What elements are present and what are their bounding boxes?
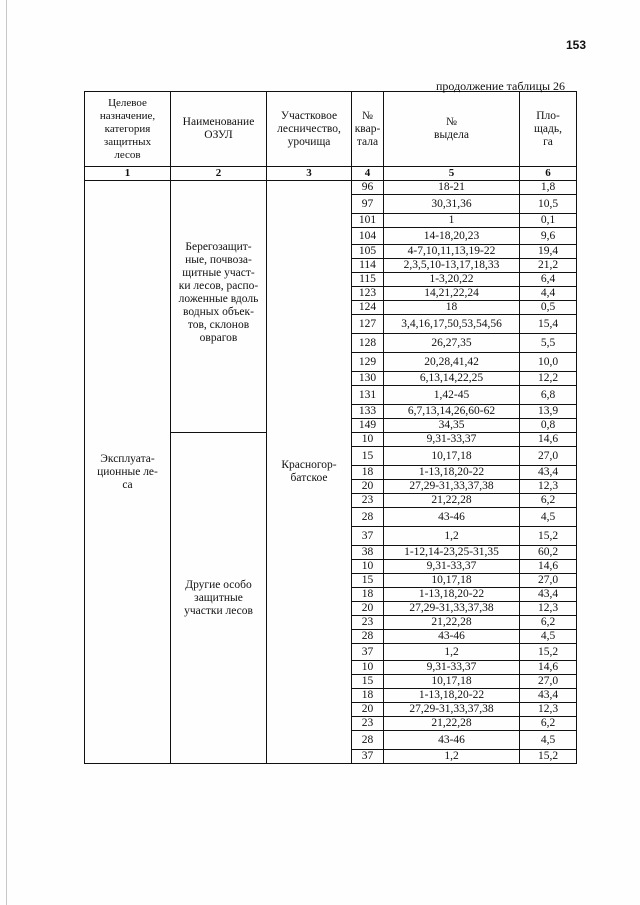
kvartal-cell: 28	[352, 731, 384, 750]
area-cell: 15,4	[520, 315, 577, 334]
header-kvartal: № квар- тала	[352, 92, 384, 167]
vydel-cell: 43-46	[384, 508, 520, 527]
area-cell: 6,2	[520, 616, 577, 630]
kvartal-cell: 18	[352, 466, 384, 480]
vydel-cell: 9,31-33,37	[384, 661, 520, 675]
vydel-cell: 10,17,18	[384, 675, 520, 689]
kvartal-cell: 114	[352, 259, 384, 273]
header-forestry: Участковое лесничество, урочища	[267, 92, 352, 167]
area-cell: 43,4	[520, 588, 577, 602]
kvartal-cell: 124	[352, 301, 384, 315]
header-row	[85, 92, 577, 167]
kvartal-cell: 37	[352, 750, 384, 764]
column-number: 4	[352, 167, 384, 181]
area-cell: 14,6	[520, 560, 577, 574]
table-row	[85, 181, 577, 195]
kvartal-cell: 128	[352, 334, 384, 353]
kvartal-cell: 28	[352, 630, 384, 644]
area-cell: 15,2	[520, 750, 577, 764]
kvartal-cell: 15	[352, 447, 384, 466]
area-cell: 9,6	[520, 228, 577, 245]
area-cell: 12,3	[520, 480, 577, 494]
area-cell: 6,2	[520, 717, 577, 731]
area-cell: 14,6	[520, 433, 577, 447]
kvartal-cell: 96	[352, 181, 384, 195]
ozul-cell-other-protective: Другие особо защитные участки лесов	[171, 433, 267, 764]
kvartal-cell: 97	[352, 195, 384, 214]
vydel-cell: 1	[384, 214, 520, 228]
area-cell: 4,4	[520, 287, 577, 301]
area-cell: 14,6	[520, 661, 577, 675]
vydel-cell: 10,17,18	[384, 447, 520, 466]
table-continuation-caption: продолжение таблицы 26	[436, 79, 566, 93]
area-cell: 5,5	[520, 334, 577, 353]
vydel-cell: 4-7,10,11,13,19-22	[384, 245, 520, 259]
kvartal-cell: 101	[352, 214, 384, 228]
vydel-cell: 27,29-31,33,37,38	[384, 602, 520, 616]
vydel-cell: 18	[384, 301, 520, 315]
kvartal-cell: 15	[352, 574, 384, 588]
kvartal-cell: 127	[352, 315, 384, 334]
area-cell: 12,2	[520, 372, 577, 386]
area-cell: 0,8	[520, 419, 577, 433]
kvartal-cell: 20	[352, 480, 384, 494]
page-edge-line	[6, 0, 7, 905]
area-cell: 6,2	[520, 494, 577, 508]
column-number: 3	[267, 167, 352, 181]
area-cell: 0,1	[520, 214, 577, 228]
vydel-cell: 43-46	[384, 630, 520, 644]
kvartal-cell: 38	[352, 546, 384, 560]
area-cell: 15,2	[520, 644, 577, 661]
kvartal-cell: 37	[352, 644, 384, 661]
column-number: 5	[384, 167, 520, 181]
area-cell: 12,3	[520, 703, 577, 717]
area-cell: 15,2	[520, 527, 577, 546]
header-area: Пло- щадь, га	[520, 92, 577, 167]
page-number: 153	[566, 38, 587, 52]
area-cell: 27,0	[520, 574, 577, 588]
area-cell: 27,0	[520, 675, 577, 689]
kvartal-cell: 15	[352, 675, 384, 689]
vydel-cell: 1,42-45	[384, 386, 520, 405]
vydel-cell: 1,2	[384, 750, 520, 764]
vydel-cell: 21,22,28	[384, 717, 520, 731]
vydel-cell: 9,31-33,37	[384, 560, 520, 574]
vydel-cell: 2,3,5,10-13,17,18,33	[384, 259, 520, 273]
header-vydel: № выдела	[384, 92, 520, 167]
kvartal-cell: 104	[352, 228, 384, 245]
vydel-cell: 27,29-31,33,37,38	[384, 480, 520, 494]
kvartal-cell: 10	[352, 560, 384, 574]
kvartal-cell: 23	[352, 616, 384, 630]
kvartal-cell: 149	[352, 419, 384, 433]
area-cell: 4,5	[520, 630, 577, 644]
kvartal-cell: 18	[352, 689, 384, 703]
vydel-cell: 10,17,18	[384, 574, 520, 588]
header-category: Целевое назначение, категория защитных лесов	[85, 92, 171, 167]
kvartal-cell: 123	[352, 287, 384, 301]
kvartal-cell: 131	[352, 386, 384, 405]
area-cell: 10,0	[520, 353, 577, 372]
kvartal-cell: 20	[352, 703, 384, 717]
kvartal-cell: 115	[352, 273, 384, 287]
vydel-cell: 43-46	[384, 731, 520, 750]
area-cell: 19,4	[520, 245, 577, 259]
vydel-cell: 1-3,20,22	[384, 273, 520, 287]
kvartal-cell: 28	[352, 508, 384, 527]
forestry-cell: Красногор- батское	[267, 181, 352, 764]
kvartal-cell: 23	[352, 717, 384, 731]
vydel-cell: 34,35	[384, 419, 520, 433]
area-cell: 27,0	[520, 447, 577, 466]
vydel-cell: 21,22,28	[384, 616, 520, 630]
kvartal-cell: 20	[352, 602, 384, 616]
vydel-cell: 21,22,28	[384, 494, 520, 508]
kvartal-cell: 133	[352, 405, 384, 419]
vydel-cell: 27,29-31,33,37,38	[384, 703, 520, 717]
vydel-cell: 1-12,14-23,25-31,35	[384, 546, 520, 560]
column-number-row	[85, 167, 577, 181]
kvartal-cell: 23	[352, 494, 384, 508]
kvartal-cell: 105	[352, 245, 384, 259]
vydel-cell: 1,2	[384, 527, 520, 546]
area-cell: 21,2	[520, 259, 577, 273]
kvartal-cell: 10	[352, 433, 384, 447]
vydel-cell: 1-13,18,20-22	[384, 466, 520, 480]
column-number: 2	[171, 167, 267, 181]
column-number: 6	[520, 167, 577, 181]
vydel-cell: 3,4,16,17,50,53,54,56	[384, 315, 520, 334]
area-cell: 60,2	[520, 546, 577, 560]
vydel-cell: 30,31,36	[384, 195, 520, 214]
column-number: 1	[85, 167, 171, 181]
vydel-cell: 1-13,18,20-22	[384, 689, 520, 703]
kvartal-cell: 10	[352, 661, 384, 675]
kvartal-cell: 37	[352, 527, 384, 546]
area-cell: 43,4	[520, 466, 577, 480]
area-cell: 43,4	[520, 689, 577, 703]
vydel-cell: 1-13,18,20-22	[384, 588, 520, 602]
vydel-cell: 6,13,14,22,25	[384, 372, 520, 386]
vydel-cell: 14,21,22,24	[384, 287, 520, 301]
category-cell: Эксплуата- ционные ле- са	[85, 181, 171, 764]
area-cell: 12,3	[520, 602, 577, 616]
area-cell: 4,5	[520, 508, 577, 527]
vydel-cell: 9,31-33,37	[384, 433, 520, 447]
vydel-cell: 1,2	[384, 644, 520, 661]
vydel-cell: 6,7,13,14,26,60-62	[384, 405, 520, 419]
area-cell: 10,5	[520, 195, 577, 214]
ozul-cell-shore-protection: Берегозащит- ные, почвоза- щитные участ- ки лесов, распо- ложенные вдоль водных объек- тов, склонов оврагов	[171, 181, 267, 433]
area-cell: 1,8	[520, 181, 577, 195]
kvartal-cell: 18	[352, 588, 384, 602]
vydel-cell: 20,28,41,42	[384, 353, 520, 372]
header-ozul: Наименование ОЗУЛ	[171, 92, 267, 167]
area-cell: 13,9	[520, 405, 577, 419]
forest-table	[84, 91, 577, 764]
area-cell: 4,5	[520, 731, 577, 750]
kvartal-cell: 130	[352, 372, 384, 386]
vydel-cell: 18-21	[384, 181, 520, 195]
vydel-cell: 14-18,20,23	[384, 228, 520, 245]
area-cell: 6,4	[520, 273, 577, 287]
vydel-cell: 26,27,35	[384, 334, 520, 353]
kvartal-cell: 129	[352, 353, 384, 372]
area-cell: 6,8	[520, 386, 577, 405]
area-cell: 0,5	[520, 301, 577, 315]
